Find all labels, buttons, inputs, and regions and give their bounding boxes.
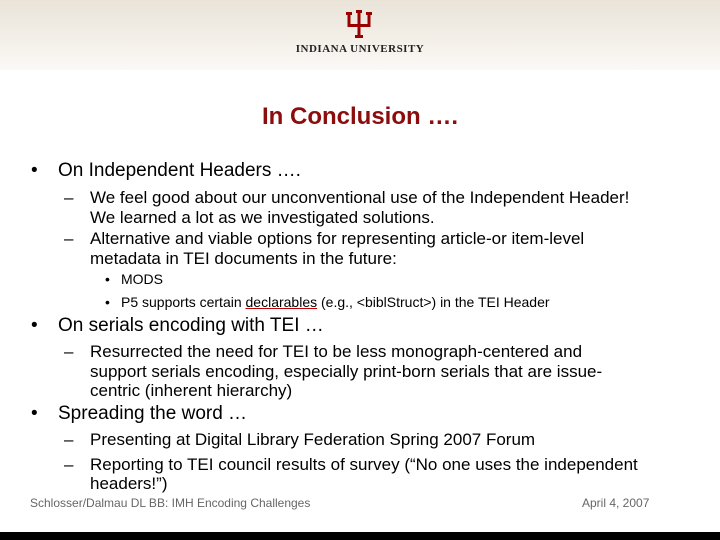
dash-marker: – (64, 188, 74, 207)
bullet-1-sub-2-line-1: Alternative and viable options for representing article-or item-level (90, 229, 585, 248)
bullet-3-sub-1-line-1: Presenting at Digital Library Federation Spring 2007 Forum (90, 430, 536, 449)
declarables-link-text: declarables (245, 294, 318, 310)
iu-trident-icon (339, 9, 379, 39)
bullet-3-sub-2-line-1: Reporting to TEI council results of survey (“No one uses the independent (90, 455, 638, 474)
university-name: INDIANA UNIVERSITY (295, 43, 425, 55)
item-text-after: (e.g., <biblStruct>) in the TEI Header (317, 294, 550, 310)
bullet-marker: • (31, 160, 38, 181)
bullet-2-text: On serials encoding with TEI … (58, 315, 324, 336)
bullet-3-text: Spreading the word … (58, 403, 248, 424)
bullet-1-sub-2-line-2: metadata in TEI documents in the future: (90, 249, 397, 268)
dash-marker: – (64, 229, 74, 248)
bullet-marker: • (31, 315, 38, 336)
bottom-bar (0, 532, 720, 540)
bullet-marker: • (31, 403, 38, 424)
bullet-1-sub-1-line-1: We feel good about our unconventional use of the Independent Header! (90, 188, 630, 207)
bullet-1-sub-1-line-2: We learned a lot as we investigated solutions. (90, 208, 435, 227)
item-text-before: P5 supports certain (121, 294, 246, 310)
bullet-1-sub-2-item-2 (121, 294, 550, 310)
bullet-2-sub-1-line-3: centric (inherent hierarchy) (90, 381, 293, 400)
dash-marker: – (64, 455, 74, 474)
bullet-2-sub-1-line-2: support serials encoding, especially print-born serials that are issue- (90, 362, 603, 381)
slide-title: In Conclusion …. (262, 103, 458, 130)
bullet-marker: • (105, 271, 110, 287)
bullet-1-sub-2-item-1: MODS (121, 271, 163, 287)
bullet-3-sub-2-line-2: headers!”) (90, 474, 168, 493)
bullet-2-sub-1-line-1: Resurrected the need for TEI to be less monograph-centered and (90, 342, 583, 361)
footer-source: Schlosser/Dalmau DL BB: IMH Encoding Challenges (30, 496, 311, 510)
dash-marker: – (64, 342, 74, 361)
bullet-marker: • (105, 294, 110, 310)
bullet-1-text: On Independent Headers …. (58, 160, 301, 181)
footer-date: April 4, 2007 (582, 496, 650, 510)
dash-marker: – (64, 430, 74, 449)
